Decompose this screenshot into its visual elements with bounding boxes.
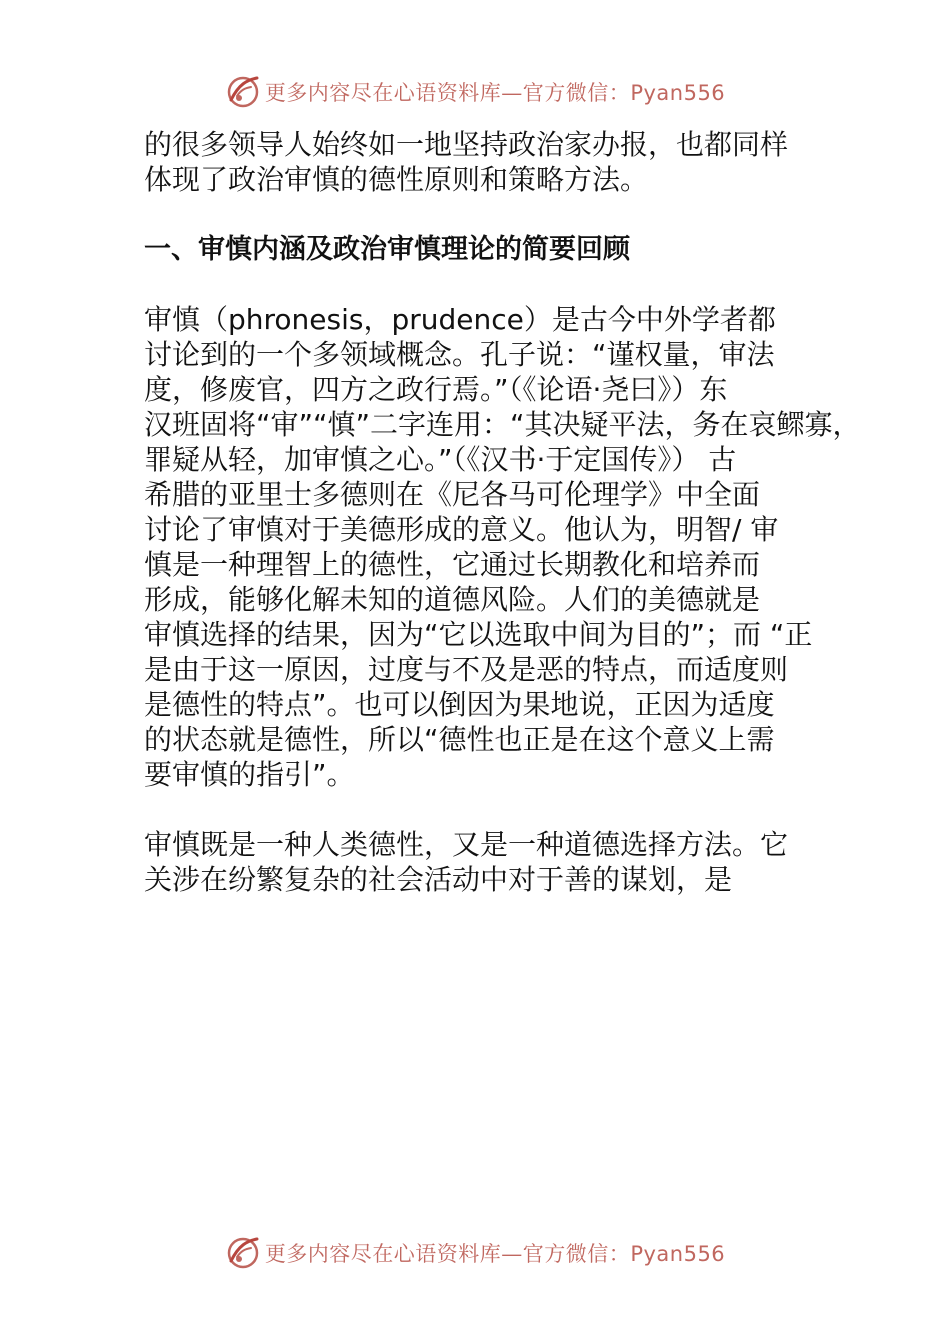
header-watermark-brand: Pyan556 <box>630 81 726 105</box>
text-line: 希腊的亚里士多德则在《尼各马可伦理学》中全面 <box>144 478 761 511</box>
footer-watermark-main: 更多内容尽在心语资料库—官方微信： <box>264 1242 631 1266</box>
text-line: 形成，能够化解未知的道德风险。人们的美德就是 <box>144 583 761 616</box>
brand-logo-icon <box>225 1235 261 1271</box>
text-line: 汉班固将“审”“慎”二字连用：“其决疑平法，务在哀鳏寡， <box>144 408 861 441</box>
text-line: 审慎（phronesis，prudence）是古今中外学者都 <box>144 303 776 336</box>
text-line: 关涉在纷繁复杂的社会活动中对于善的谋划，是 <box>144 863 733 896</box>
text-line: 的很多领导人始终如一地坚持政治家办报，也都同样 <box>144 128 789 161</box>
footer-watermark-brand: Pyan556 <box>630 1242 726 1266</box>
header-watermark-banner <box>0 70 950 114</box>
paragraph-1 <box>144 302 861 792</box>
text-line: 要审慎的指引”。 <box>144 758 355 791</box>
header-watermark-text <box>265 77 725 107</box>
text-line: 体现了政治审慎的德性原则和策略方法。 <box>144 163 649 196</box>
intro-paragraph <box>144 127 844 197</box>
footer-watermark-text <box>265 1238 725 1268</box>
text-line: 度，修废官，四方之政行焉。”（《论语·尧曰》）东 <box>144 373 728 406</box>
text-line: 讨论了审慎对于美德形成的意义。他认为，明智/ 审 <box>144 513 779 546</box>
text-line: 的状态就是德性，所以“德性也正是在这个意义上需 <box>144 723 775 756</box>
header-watermark-main: 更多内容尽在心语资料库—官方微信： <box>264 81 631 105</box>
footer-watermark-banner <box>0 1231 950 1275</box>
section-heading: 一、审慎内涵及政治审慎理论的简要回顾 <box>144 234 630 265</box>
text-line: 审慎选择的结果，因为“它以选取中间为目的”；而 “正 <box>144 618 813 651</box>
text-line: 罪疑从轻，加审慎之心。”（《汉书·于定国传》） 古 <box>144 443 737 476</box>
text-line: 讨论到的一个多领域概念。孔子说：“谨权量，审法 <box>144 338 775 371</box>
text-line: 慎是一种理智上的德性，它通过长期教化和培养而 <box>144 548 761 581</box>
paragraph-2 <box>144 827 844 897</box>
document-body <box>144 127 861 897</box>
brand-logo-icon <box>225 74 261 110</box>
text-line: 是德性的特点”。也可以倒因为果地说，正因为适度 <box>144 688 775 721</box>
text-line: 是由于这一原因，过度与不及是恶的特点，而适度则 <box>144 653 789 686</box>
text-line: 审慎既是一种人类德性，又是一种道德选择方法。它 <box>144 828 789 861</box>
